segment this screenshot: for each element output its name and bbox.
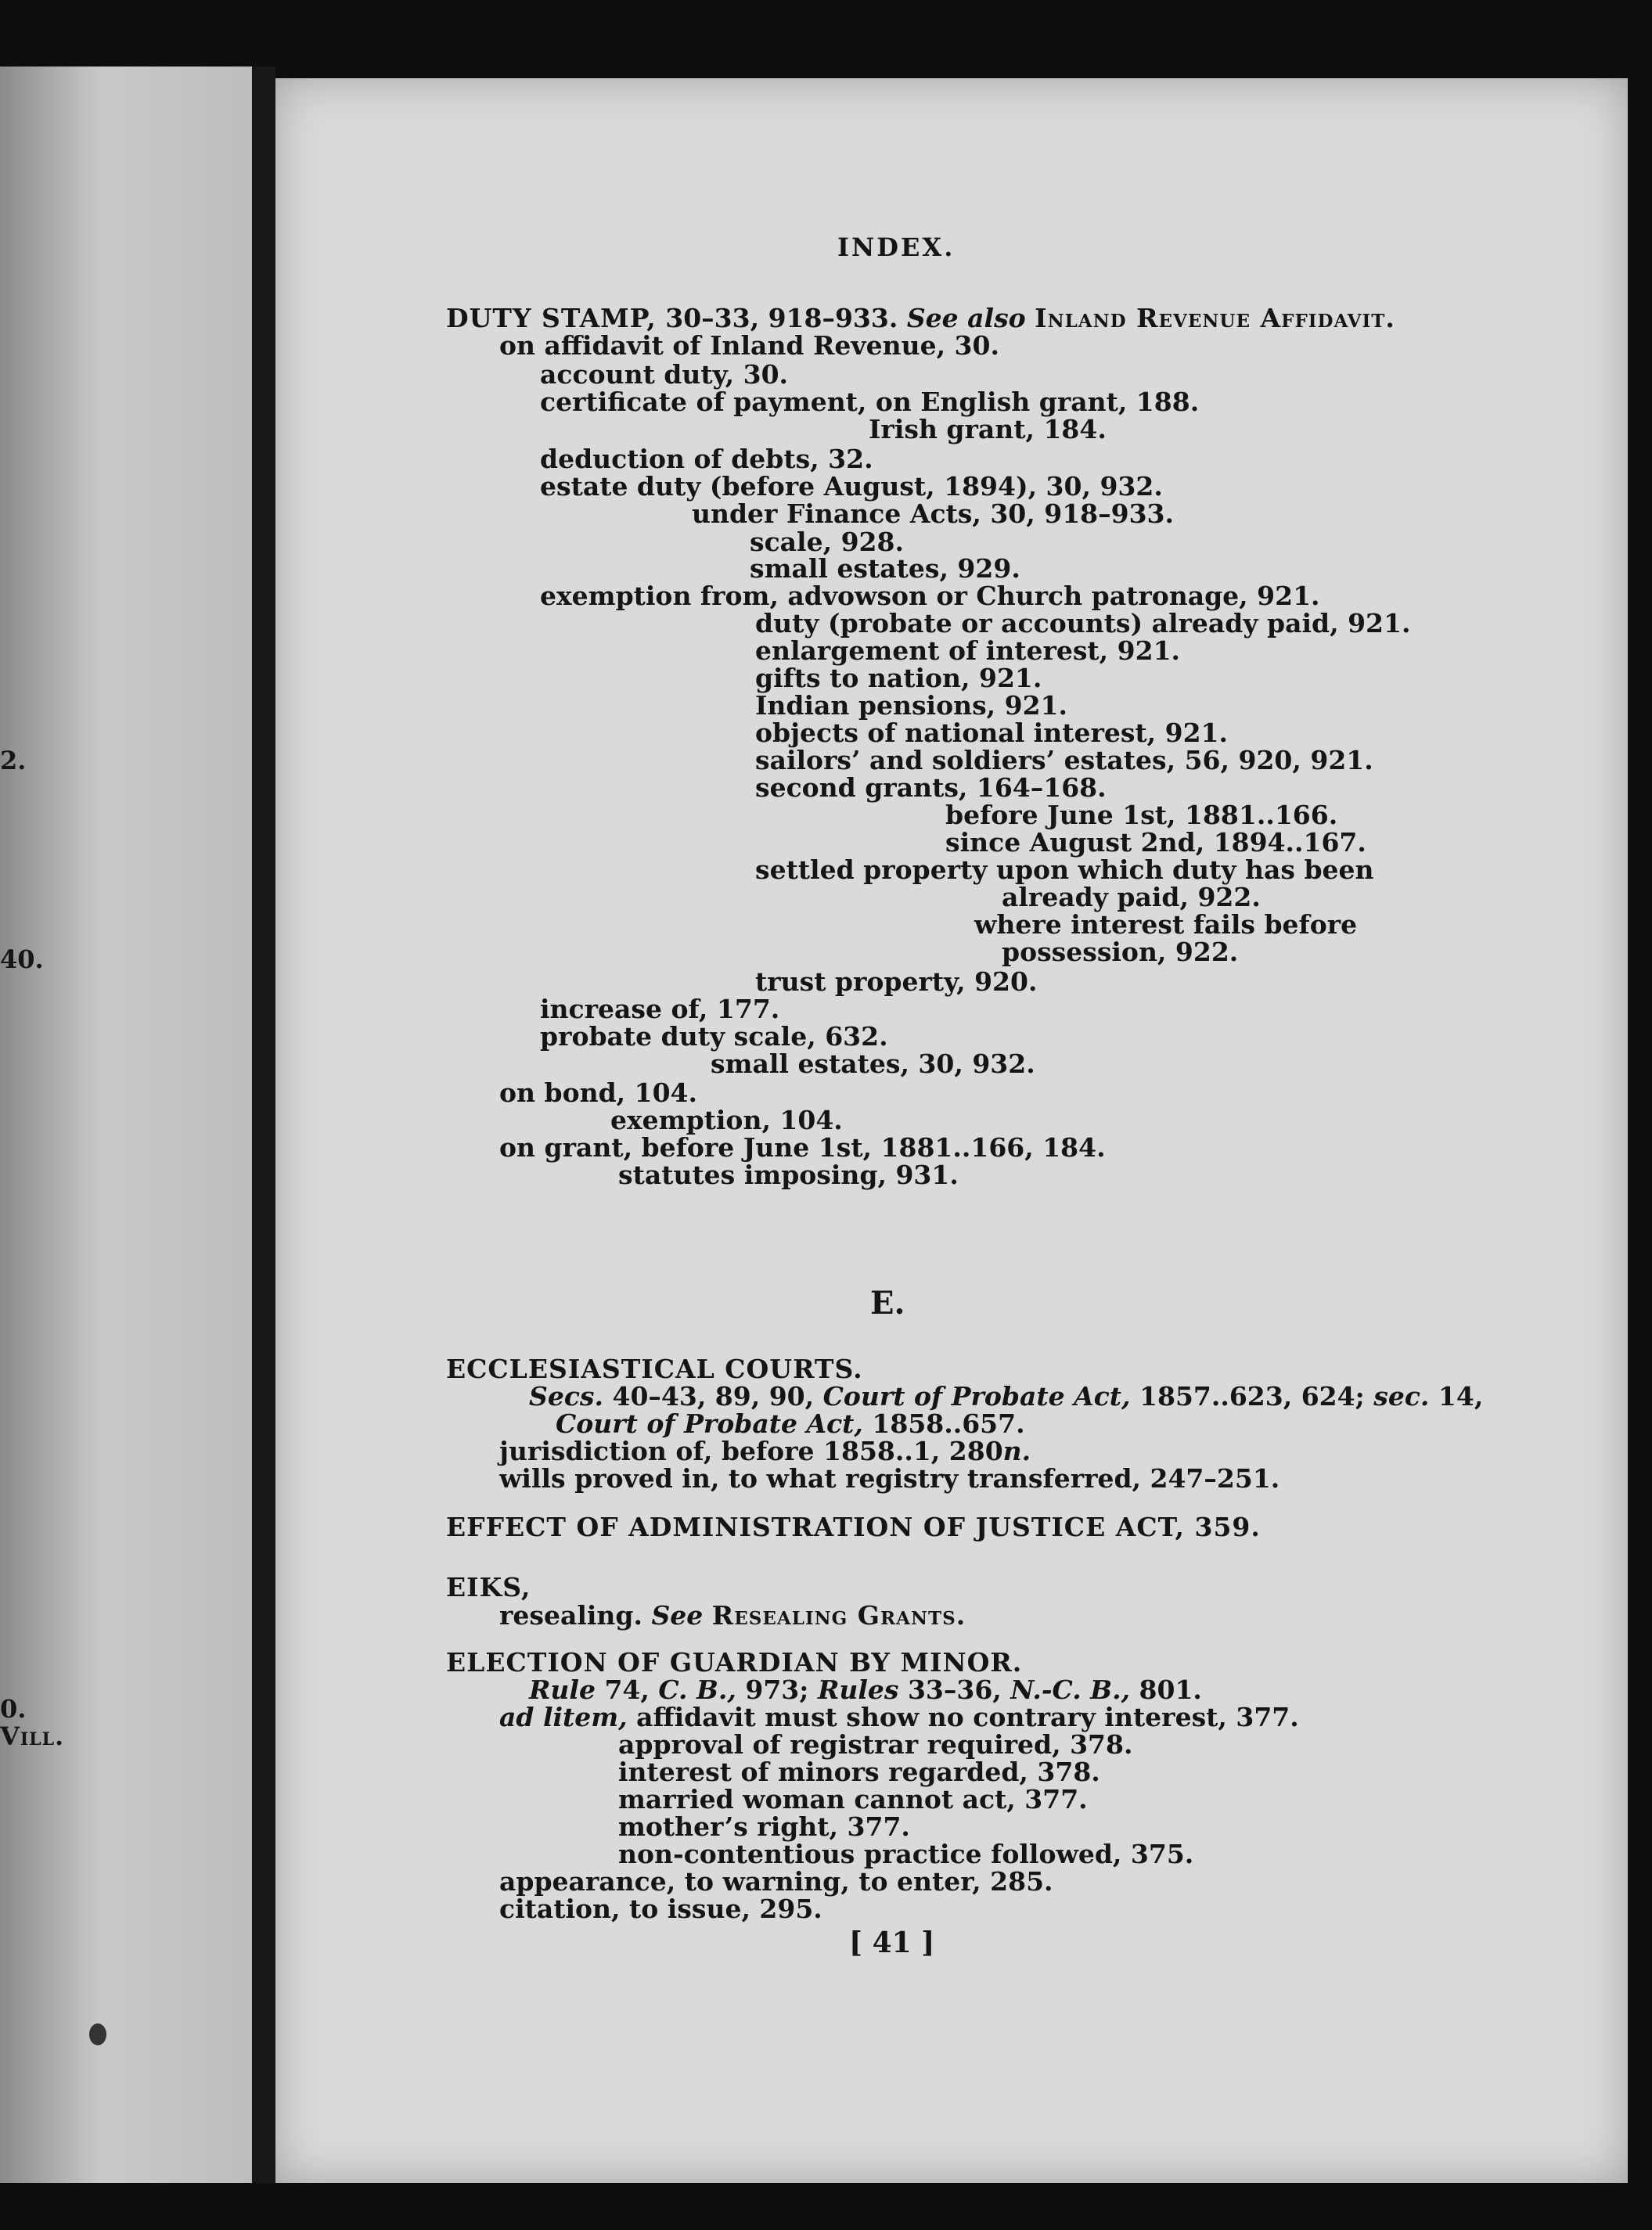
index-subentry: enlargement of interest, 921.: [755, 635, 1181, 666]
index-subentry: mother’s right, 377.: [618, 1811, 910, 1842]
index-subentry: duty (probate or accounts) already paid, 921.: [755, 608, 1411, 638]
index-subentry: wills proved in, to what registry transferred, 247–251.: [499, 1463, 1280, 1494]
index-subentry: exemption from, advowson or Church patronage, 921.: [540, 581, 1320, 611]
index-subentry: increase of, 177.: [540, 994, 780, 1024]
index-subentry: sailors’ and soldiers’ estates, 56, 920, 921.: [755, 745, 1373, 775]
index-subentry: settled property upon which duty has been: [755, 854, 1374, 885]
citation-text: 40–43, 89, 90,: [603, 1381, 823, 1412]
entry-heading-ecclesiastical-courts: ECCLESIASTICAL COURTS.: [446, 1354, 863, 1384]
index-subentry: gifts to nation, 921.: [755, 663, 1042, 693]
index-subentry: estate duty (before August, 1894), 30, 932.: [540, 471, 1163, 502]
book-gutter: [252, 67, 275, 2183]
index-subentry: [499, 1438, 1031, 1464]
page-number: [ 41 ]: [849, 1926, 935, 1959]
index-subentry: since August 2nd, 1894..167.: [945, 827, 1366, 858]
index-subentry: interest of minors regarded, 378.: [618, 1757, 1100, 1787]
left-page-margin: [0, 67, 252, 2183]
citation-label: Rule: [529, 1674, 596, 1705]
index-subentry: non-contentious practice followed, 375.: [618, 1839, 1194, 1869]
page-title: INDEX.: [837, 232, 956, 262]
latin-term: ad litem,: [499, 1702, 628, 1732]
entry-heading-eiks: EIKS,: [446, 1572, 531, 1602]
index-subentry: [499, 1600, 966, 1631]
index-subentry: probate duty scale, 632.: [540, 1021, 888, 1052]
index-subentry: Indian pensions, 921.: [755, 690, 1068, 721]
index-subentry: statutes imposing, 931.: [618, 1160, 959, 1190]
index-subentry: appearance, to warning, to enter, 285.: [499, 1866, 1053, 1897]
citation-text: 14,: [1429, 1381, 1484, 1412]
left-page-fragment: Vill.: [0, 1721, 65, 1751]
index-subentry: trust property, 920.: [755, 966, 1038, 997]
citation-label: sec.: [1373, 1381, 1430, 1412]
entry-heading-text: DUTY STAMP,: [446, 303, 657, 333]
index-subentry: small estates, 30, 932.: [711, 1048, 1035, 1079]
citation-text: 33–36,: [898, 1674, 1011, 1705]
entry-heading-effect-of-administration: EFFECT OF ADMINISTRATION OF JUSTICE ACT, 359.: [446, 1512, 1261, 1542]
cross-reference: Resealing Grants.: [711, 1600, 966, 1631]
citation-text: 801.: [1130, 1674, 1202, 1705]
citation-text: 1858..657.: [862, 1408, 1025, 1439]
citation-label: C. B.,: [658, 1674, 736, 1705]
index-subentry: before June 1st, 1881..166.: [945, 800, 1338, 830]
index-subentry: on grant, before June 1st, 1881..166, 184.: [499, 1132, 1106, 1163]
section-letter: E.: [870, 1285, 905, 1322]
index-subentry: [556, 1408, 1025, 1439]
citation-text: jurisdiction of, before 1858..1, 280: [499, 1436, 1003, 1466]
entry-pages: 30–33, 918–933.: [656, 303, 898, 333]
index-subentry: small estates, 929.: [750, 553, 1020, 584]
index-subentry: second grants, 164–168.: [755, 772, 1107, 803]
citation-text: 1857..623, 624;: [1130, 1381, 1374, 1412]
see-also-label: See also: [898, 303, 1035, 333]
index-subentry: already paid, 922.: [1002, 882, 1261, 912]
index-subentry: deduction of debts, 32.: [540, 444, 873, 474]
statute-name: Court of Probate Act,: [556, 1408, 863, 1439]
entry-heading-election-of-guardian: ELECTION OF GUARDIAN BY MINOR.: [446, 1647, 1023, 1678]
statute-name: Court of Probate Act,: [822, 1381, 1131, 1412]
index-subentry: Irish grant, 184.: [869, 414, 1107, 444]
citation-text: 74,: [595, 1674, 659, 1705]
index-subentry: certificate of payment, on English grant, 188.: [540, 387, 1200, 417]
index-subentry: where interest fails before: [974, 909, 1358, 940]
see-label: See: [651, 1600, 712, 1631]
index-subentry: married woman cannot act, 377.: [618, 1784, 1088, 1815]
index-subentry: [529, 1381, 1484, 1412]
cross-reference: Inland Revenue Affidavit.: [1035, 303, 1395, 333]
citation-label: N.-C. B.,: [1010, 1674, 1131, 1705]
index-subentry: account duty, 30.: [540, 359, 789, 390]
left-page-fragment: 2.: [0, 746, 27, 775]
index-subentry: scale, 928.: [750, 527, 904, 557]
index-subentry: objects of national interest, 921.: [755, 718, 1229, 748]
entry-heading-duty-stamp: [446, 305, 1395, 331]
index-subentry: possession, 922.: [1002, 937, 1239, 967]
index-subentry: [529, 1674, 1202, 1705]
index-subentry: on affidavit of Inland Revenue, 30.: [499, 330, 999, 361]
index-subentry: exemption, 104.: [610, 1105, 843, 1135]
citation-label: Secs.: [529, 1381, 603, 1412]
citation-text: 973;: [736, 1674, 818, 1705]
index-subentry: citation, to issue, 295.: [499, 1894, 822, 1924]
index-subentry: approval of registrar required, 378.: [618, 1729, 1133, 1760]
ink-smudge: [89, 2023, 106, 2045]
index-subentry: on bond, 104.: [499, 1077, 697, 1108]
index-subentry: [499, 1704, 1299, 1730]
subentry-text: resealing.: [499, 1600, 652, 1631]
left-page-fragment: 0.: [0, 1694, 27, 1724]
left-page-fragment: 40.: [0, 944, 44, 974]
citation-label: Rules: [817, 1674, 899, 1705]
note-marker: n.: [1002, 1436, 1031, 1466]
subentry-text: affidavit must show no contrary interest, 377.: [627, 1702, 1299, 1732]
index-subentry: under Finance Acts, 30, 918–933.: [692, 498, 1174, 529]
